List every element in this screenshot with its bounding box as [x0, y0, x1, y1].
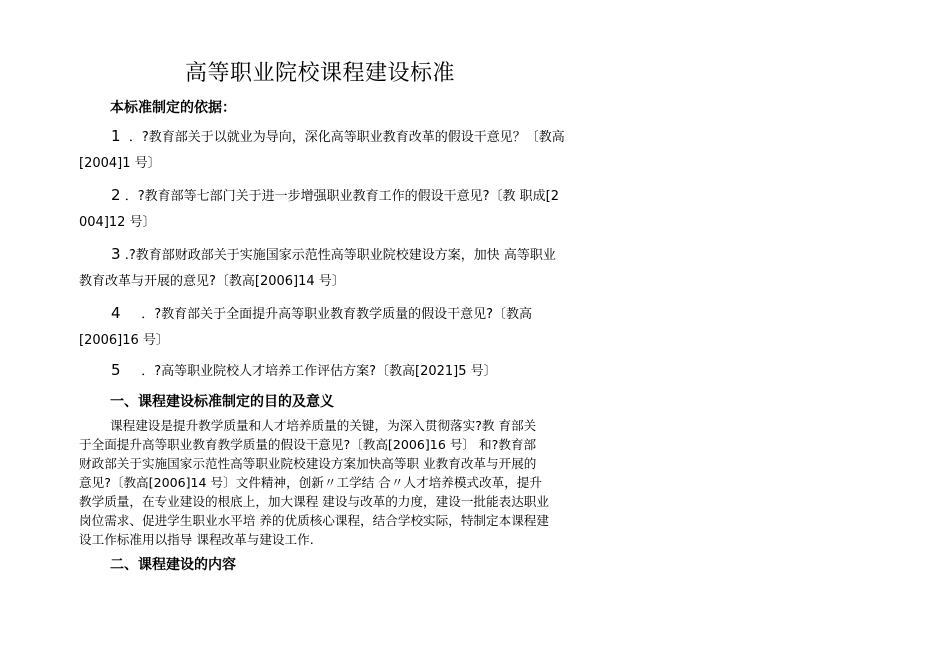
section-purpose-paragraph: [79, 416, 605, 549]
reference-item-4: [79, 300, 605, 354]
reference-continuation: 教育改革与开展的意见?〔教高[2006]14 号〕: [79, 274, 345, 289]
reference-line: [79, 123, 605, 151]
reference-text: ．?高等职业院校人才培养工作评估方案?〔教高[2021]5 号〕: [141, 364, 497, 379]
paragraph-line: 岗位需求、促进学生职业水平培 养的优质核心课程，结合学校实际，特制定本课程建: [79, 513, 549, 528]
reference-continuation: 004]12 号〕: [79, 215, 156, 230]
reference-line: [79, 357, 605, 385]
paragraph-line: 于全面提升高等职业教育教学质量的假设干意见?〔教高[2006]16 号〕 和?教育部: [79, 437, 537, 452]
reference-text: .?教育部财政部关于实施国家示范性高等职业院校建设方案，加快 高等职业: [124, 248, 556, 263]
reference-number: 2: [111, 186, 121, 204]
reference-number: 3: [111, 245, 121, 263]
paragraph-line: 财政部关于实施国家示范性高等职业院校建设方案加快高等职 业教育改革与开展的: [79, 456, 537, 471]
reference-item-1: [79, 123, 605, 177]
paragraph-line: 设工作标准用以指导 课程改革与建设工作.: [79, 532, 314, 547]
paragraph-line: 意见?〔教高[2006]14 号〕文件精神，创新〃工学结 合〃人才培养模式改革，提升: [79, 475, 542, 490]
reference-line: [79, 182, 605, 210]
reference-item-2: [79, 182, 605, 236]
reference-line: [79, 300, 605, 328]
reference-continuation: [2004]1 号〕: [79, 156, 161, 171]
section-heading-purpose: 一、课程建设标准制定的目的及意义: [110, 394, 334, 410]
reference-number: 5: [111, 361, 121, 379]
reference-number: 4: [111, 304, 121, 322]
reference-item-5: [79, 357, 605, 385]
reference-text: ．?教育部等七部门关于进一步增强职业教育工作的假设干意见?〔教 职成[2: [124, 189, 559, 204]
reference-item-3: [79, 241, 605, 295]
reference-line: [79, 241, 605, 269]
section-heading-content: 二、课程建设的内容: [110, 557, 236, 573]
reference-text: ．?教育部关于全面提升高等职业教育教学质量的假设干意见?〔教高: [141, 307, 533, 322]
reference-continuation: [2006]16 号〕: [79, 333, 169, 348]
reference-text: ．?教育部关于以就业为导向，深化高等职业教育改革的假设干意见？〔教高: [128, 130, 565, 145]
basis-heading: 本标准制定的依据：: [110, 100, 236, 116]
paragraph-line: 课程建设是提升教学质量和人才培养质量的关键，为深入贯彻落实?教 育部关: [110, 418, 537, 433]
paragraph-line: 教学质量，在专业建设的根底上，加大课程 建设与改革的力度，建设一批能表达职业: [79, 494, 549, 509]
document-title: 高等职业院校课程建设标准: [185, 61, 456, 86]
reference-number: 1: [111, 127, 121, 145]
